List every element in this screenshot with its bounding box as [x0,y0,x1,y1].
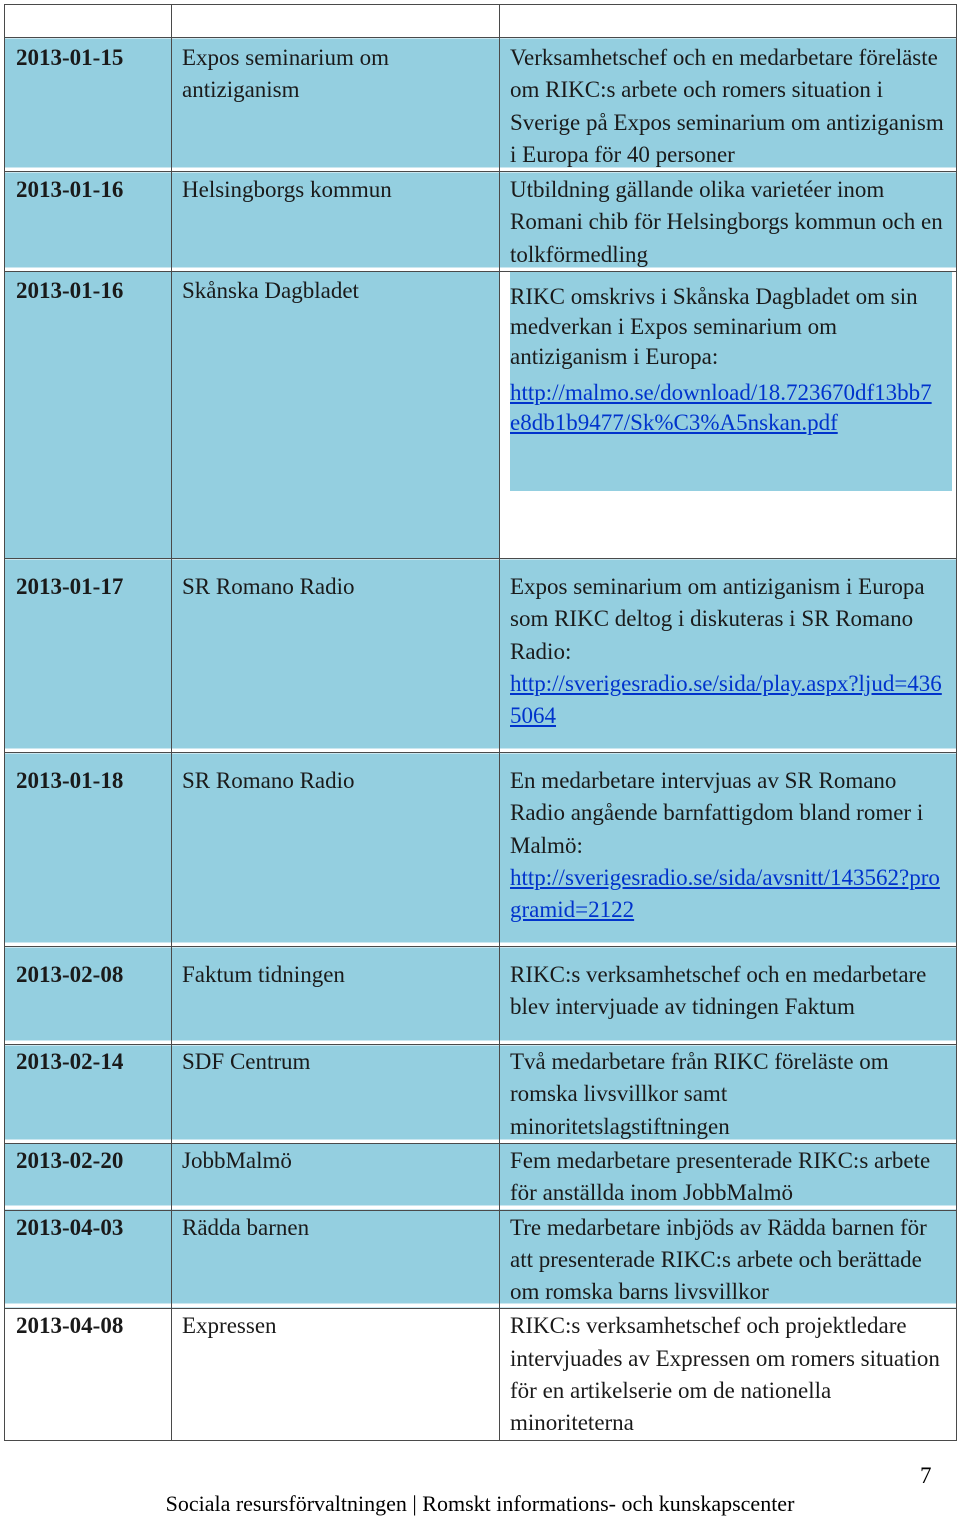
table-row [5,38,957,172]
description-cell: RIKC:s verksamhetschef och projektledare intervjuades av Expressen om romers situation för en artikelserie om de nationella minoriteterna [500,1309,957,1440]
table-row [5,1143,957,1210]
date-cell: 2013-04-03 [5,1210,172,1309]
activity-table [4,4,957,1441]
date-cell: 2013-01-16 [5,272,172,559]
table-header-row [5,5,957,38]
organization-cell: SDF Centrum [172,1045,500,1144]
date-cell: 2013-02-14 [5,1045,172,1144]
header-cell [5,5,172,38]
organization-cell: Expos seminarium om antiziganism [172,38,500,172]
article-link[interactable]: http://malmo.se/download/18.723670df13bb7e8db1b9477/Sk%C3%A5nskan.pdf [510,380,932,436]
organization-cell: Faktum tidningen [172,947,500,1045]
date-cell: 2013-04-08 [5,1309,172,1440]
page-number: 7 [920,1463,932,1488]
description-highlight: RIKC omskrivs i Skånska Dagbladet om sin medverkan i Expos seminarium om antiziganism i Europa: http://malmo.se/download/18.723670df13bb7e8db1b9477/Sk%C3%A5nskan.pdf [510,272,952,491]
description-cell: Tre medarbetare inbjöds av Rädda barnen för att presenterade RIKC:s arbete och berättade om romska barns livsvillkor [500,1210,957,1309]
date-cell: 2013-02-08 [5,947,172,1045]
table-row [5,947,957,1045]
header-cell [172,5,500,38]
page-footer: Sociala resursförvaltningen | Romskt informations- och kunskapscenter [165,1491,795,1516]
description-cell: Verksamhetschef och en medarbetare föreläste om RIKC:s arbete och romers situation i Sverige på Expos seminarium om antiziganism i Europa för 40 personer [500,38,957,172]
date-cell: 2013-01-18 [5,753,172,947]
organization-cell: SR Romano Radio [172,753,500,947]
date-cell: 2013-01-15 [5,38,172,172]
table-row [5,1045,957,1144]
description-cell: Utbildning gällande olika varietéer inom Romani chib för Helsingborgs kommun och en tolkförmedling [500,172,957,272]
description-cell: En medarbetare intervjuas av SR Romano Radio angående barnfattigdom bland romer i Malmö: http://sverigesradio.se/sida/avsnitt/143562?programid=2122 [500,753,957,947]
description-cell: RIKC:s verksamhetschef och en medarbetare blev intervjuade av tidningen Faktum [500,947,957,1045]
table-row [5,1309,957,1440]
organization-cell: JobbMalmö [172,1143,500,1210]
radio-link[interactable]: http://sverigesradio.se/sida/avsnitt/143562?programid=2122 [510,864,940,923]
table-row [5,172,957,272]
organization-cell: Skånska Dagbladet [172,272,500,559]
organization-cell: Rädda barnen [172,1210,500,1309]
table-row [5,1210,957,1309]
description-cell [500,272,957,559]
header-cell [500,5,957,38]
date-cell: 2013-01-16 [5,172,172,272]
description-cell: Expos seminarium om antiziganism i Europa som RIKC deltog i diskuteras i SR Romano Radio: http://sverigesradio.se/sida/play.aspx?ljud=4365064 [500,559,957,753]
organization-cell: SR Romano Radio [172,559,500,753]
radio-link[interactable]: http://sverigesradio.se/sida/play.aspx?ljud=4365064 [510,670,942,729]
table-row [5,753,957,947]
table-row [5,272,957,559]
table-row [5,559,957,753]
date-cell: 2013-02-20 [5,1143,172,1210]
description-cell: Två medarbetare från RIKC föreläste om romska livsvillkor samt minoritetslagstiftningen [500,1045,957,1144]
date-cell: 2013-01-17 [5,559,172,753]
organization-cell: Helsingborgs kommun [172,172,500,272]
organization-cell: Expressen [172,1309,500,1440]
description-cell: Fem medarbetare presenterade RIKC:s arbete för anställda inom JobbMalmö [500,1143,957,1210]
